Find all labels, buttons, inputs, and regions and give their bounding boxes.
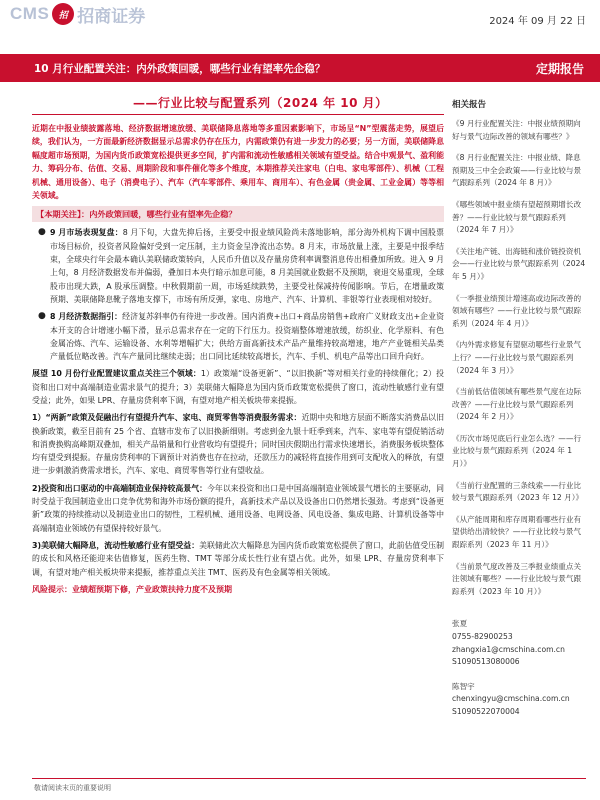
paragraph-lead: 8 月经济数据指引： bbox=[50, 312, 123, 322]
related-report-link[interactable]: 《关注地产链、出海链和涨价链投资机会——行业比较与景气跟踪系列（2024 年 5 月）》 bbox=[452, 246, 586, 281]
paragraph-lead: 9 月市场表现复盘： bbox=[50, 228, 123, 238]
subtitle-divider bbox=[32, 114, 444, 115]
paragraph-consumption bbox=[32, 411, 444, 477]
bullet-icon: ● bbox=[38, 311, 46, 322]
analyst-email[interactable]: chenxingyu@cmschina.com.cn bbox=[452, 694, 570, 704]
focus-heading: 【本期关注】：内外政策回暖，哪些行业有望率先企稳？ bbox=[32, 206, 444, 222]
paragraph-text: 近期中央和地方层面不断落实消费品以旧换新政策，截至目前有 25 个省、直辖市发布了以旧换新细则。考虑到金九银十旺季到来，汽车、家电等有望促销活动和消费换购高峰期双叠加，相关产品销量和行业营收均有望提升；同时国庆假期出行需求快速增长，消费服务板块整体均有望受到提振。存量房贷利率的下调预计对消费也存在拉动，还款压力的减轻将直接作用到可支配收入的释放，有望进一步刺激消费需求增长，汽车、家电、商贸零售等行业有望收益。 bbox=[32, 413, 444, 476]
risk-warning: 风险提示：业绩超预期下修，产业政策扶持力度不及预期 bbox=[32, 584, 232, 594]
paragraph-lead: 1）“两新”政策及促融出行有望提升汽车、家电、商贸零售等消费服务需求： bbox=[32, 413, 302, 423]
paragraph-lead: 2)投资和出口驱动的中高端制造业保持较高景气： bbox=[32, 483, 207, 493]
paragraph-text: 8 月下旬，大盘先抑后扬，主要受中报业绩风险尚未落地影响，部分海外机构下调中国股票市场目标价，投资者风险偏好受到一定压制，主力资金呈净流出态势。8 月末，市场放量上涨，主要是中报季结束，全球央行年会最本确认美联储政策转向，人民币升值以及存量房贷利率调整消息传出相叠加所致。进入 9 月上旬，8 月经济数据发布并偏弱，叠加日本央行暗示加息可能，8 月美国就业数据不及预期，衰退交易重现，全球股市出现大跌，A 股承压调整。中秋假期前一周，市场延续跌势，主要受社保减持传闻影响。节后，在增量政策预期、美联储降息靴子落地支撑下，市场有所反弹，家电、房地产、汽车、计算机、非银等行业表现相对较好。 bbox=[50, 228, 444, 304]
related-report-link[interactable]: 《哪些领域中报业绩有望超预期增长改善？——行业比较与景气跟踪系列（2024 年 7 月）》 bbox=[452, 199, 582, 235]
paragraph-market-review bbox=[32, 226, 444, 306]
analyst-name: 张夏 bbox=[452, 619, 468, 629]
related-report-link[interactable]: 《从产能周期和库存周期看哪些行业有望供给出清较快？——行业比较与景气跟踪系列（2023 年 11 月）》 bbox=[452, 514, 582, 550]
paragraph-liquidity bbox=[32, 539, 444, 579]
bullet-icon: ● bbox=[38, 227, 46, 238]
analyst-email[interactable]: zhangxia1@cmschina.com.cn bbox=[452, 644, 565, 654]
report-date: 2024 年 09 月 22 日 bbox=[489, 16, 586, 27]
paragraph-text: 经济复苏斜率仍有待进一步改善。国内消费+出口+商品房销售+政府广义财政支出+企业资本开支的合计增速小幅下滑，显示总需求存在一定的下行压力。投资端整体增速放缓，纺织业、化学原料、有色金属冶炼、汽车、运输设备、水利等增幅扩大；供给方面高新技术产品产量维持较高增速，地产产业链相关品类产量低位略改善。汽车产量同比继续走弱；出口同比延续较高增长，汽车、手机、机电产品等出口回升向好。 bbox=[50, 312, 444, 362]
paragraph-manufacturing bbox=[32, 482, 444, 535]
analyst-card bbox=[452, 681, 586, 719]
related-report-link[interactable]: 《当前景气度改善及三季报业绩重点关注领域有哪些？——行业比较与景气跟踪系列（2023 年 10 月）》 bbox=[452, 561, 582, 596]
main-content bbox=[32, 122, 444, 596]
report-subtitle: ——行业比较与配置系列（2024 年 10 月） bbox=[133, 96, 388, 110]
report-header bbox=[0, 0, 600, 38]
paragraph-outlook bbox=[32, 367, 444, 407]
related-report-link[interactable]: 《历次市场见底后行业怎么选？——行业比较与景气跟踪系列（2024 年 1 月）》 bbox=[452, 433, 582, 469]
footer-note: 敬请阅读末页的重要说明 bbox=[34, 784, 111, 792]
analyst-license: S1090522070004 bbox=[452, 706, 520, 716]
paragraph-lead: 3)美联储大幅降息，流动性敏感行业有望受益： bbox=[32, 540, 200, 550]
related-report-link[interactable]: 《一季报业绩预计增速高或边际改善的领域有哪些？——行业比较与景气跟踪系列（2024 年 4 月）》 bbox=[452, 293, 582, 328]
logo-en: CMS bbox=[10, 4, 50, 23]
sidebar bbox=[452, 98, 586, 731]
paragraph-text: 美联储此次大幅降息为国内货币政策宽松提供了窗口，此前估值受压制的成长和风格还能迎来估值修复，医药生物、TMT 等部分成长性行业有望占优。此外，如果 LPR、存量房贷利率下调，有望对地产相关板块带来提振，推荐重点关注 TMT、医药及有色金属等相关领域。 bbox=[32, 540, 444, 577]
abstract: 近期在中报业绩披露落地、经济数据增速放缓、美联储降息落地等多重因素影响下，市场呈“N”型震荡走势，展望后续，我们认为，一方面最新经济数据显示总需求仍存在压力，内需政策仍有进一步发力的必要；另一方面，美联储降息幅度超市场预期，为国内货币政策宽松提供更多空间，扩内需和流动性敏感相关领域有望受益。结合中观景气、盈利能力、筹码分布、估值、交易、周期阶段和事件催化等多个维度，本期推荐关注家电（白电、家电零部件）、机械（工程机械、通用设备）、电子（消费电子）、汽车（汽车零部件、乘用车、商用车）、有色金属（贵金属、工业金属）等等相关领域。 bbox=[32, 124, 444, 201]
related-report-link[interactable]: 《8 月行业配置关注：中报业绩、降息预期及三中全会政策——行业比较与景气跟踪系列（2024 年 8 月）》 bbox=[452, 153, 582, 188]
analyst-name: 陈智宇 bbox=[452, 681, 475, 691]
paragraph-text: 今年以来投资和出口是中国高端制造业领域景气增长的主要驱动，同时受益于我国制造业出口竞争优势和海外市场份额的提升，高新技术产品以及设备出口仍然增长强劲。考虑到“设备更新”政策的持续推动以及制造业出口的韧性，工程机械、通用设备、电网设备、风电设备、集成电路、计算机设备等中高端制造业领域仍有望保持较好景气。 bbox=[32, 483, 444, 533]
related-report-link[interactable]: 《内外需求修复有望驱动哪些行业景气上行？——行业比较与景气跟踪系列（2024 年 3 月）》 bbox=[452, 340, 582, 375]
logo-cn: 招商证券 bbox=[77, 6, 146, 27]
report-type: 定期报告 bbox=[535, 62, 584, 76]
paragraph-economic-data bbox=[32, 310, 444, 363]
related-reports-heading: 相关报告 bbox=[452, 100, 487, 110]
report-title: 10 月行业配置关注：内外政策回暖，哪些行业有望率先企稳？ bbox=[34, 63, 326, 75]
title-band bbox=[0, 54, 600, 82]
paragraph-lead: 展望 10 月份行业配置建议重点关注三个领域： bbox=[32, 369, 201, 379]
analyst-card bbox=[452, 618, 586, 668]
related-report-link[interactable]: 《当前行业配置的三条线索——行业比较与景气跟踪系列（2023 年 12 月）》 bbox=[452, 480, 584, 503]
analyst-list bbox=[452, 618, 586, 718]
logo-badge-icon: 招 bbox=[52, 3, 74, 25]
analyst-phone: 0755-82900253 bbox=[452, 632, 513, 641]
paragraph-text: 1）政策端“设备更新”、“以旧换新”等对相关行业的持续催化；2）投资和出口对中高端制造业需求景气的提升；3）美联储大幅降息为国内货币政策宽松提供了窗口，流动性敏感行业有望受益；此外，如果 LPR、存量房贷利率下调，有望对地产相关板块带来提振。 bbox=[32, 369, 444, 405]
footer-divider bbox=[32, 778, 586, 779]
related-report-link[interactable]: 《当前低估值领域有哪些景气度在边际改善？——行业比较与景气跟踪系列（2024 年 2 月）》 bbox=[452, 387, 582, 422]
related-report-link[interactable]: 《9 月行业配置关注：中报业绩预期向好与景气边际改善的领域有哪些？》 bbox=[452, 119, 581, 141]
company-logo bbox=[10, 2, 145, 26]
analyst-license: S1090513080006 bbox=[452, 657, 520, 667]
